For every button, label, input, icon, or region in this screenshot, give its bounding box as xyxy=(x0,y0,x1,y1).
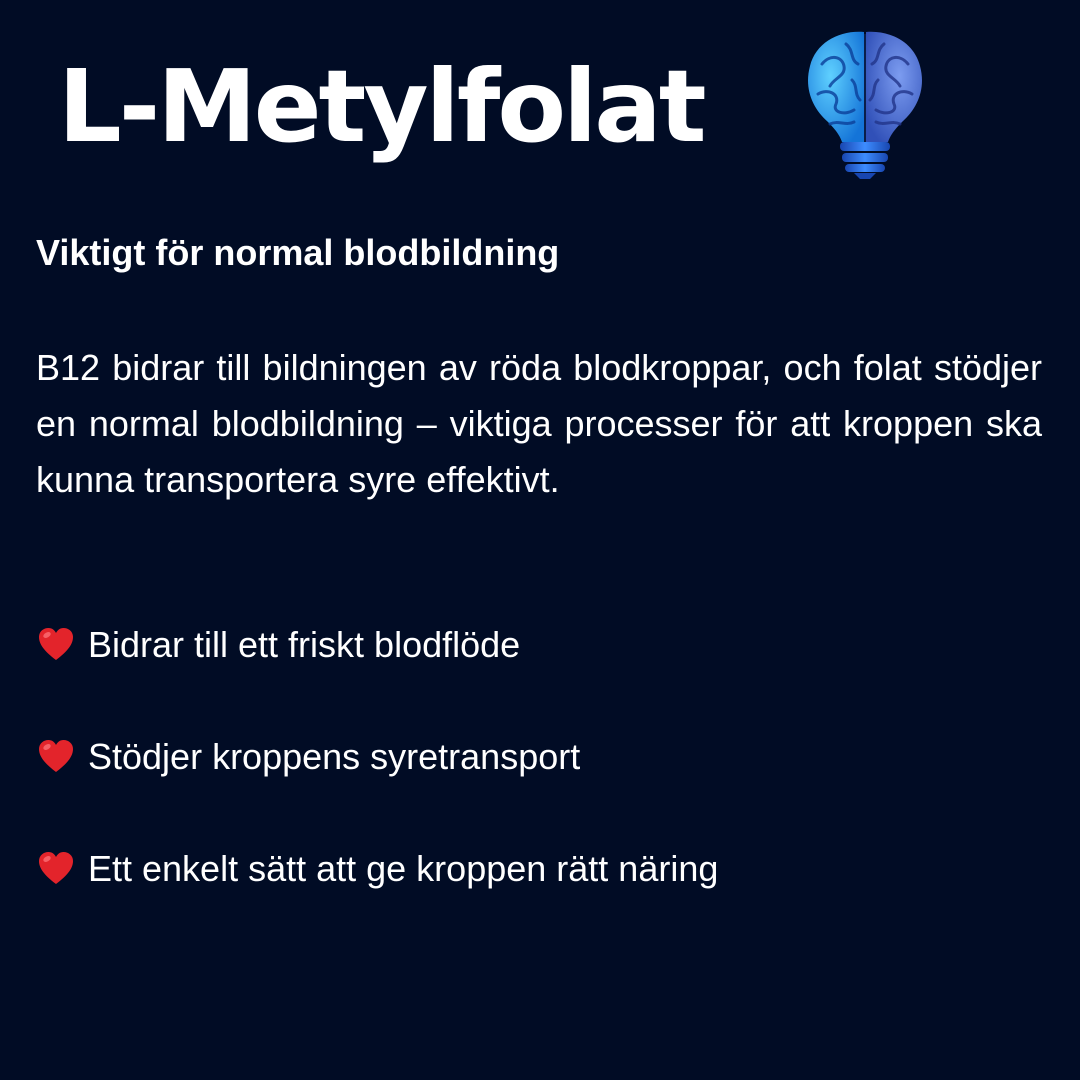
heart-icon xyxy=(36,625,76,665)
benefit-item xyxy=(36,736,580,778)
benefit-text: Ett enkelt sätt att ge kroppen rätt näring xyxy=(88,848,719,889)
benefit-item xyxy=(36,848,718,890)
heart-icon xyxy=(36,737,76,777)
heart-icon xyxy=(36,849,76,889)
page-title: L-Metylfolat xyxy=(58,48,704,165)
benefit-text: Stödjer kroppens syretransport xyxy=(88,736,581,777)
body-paragraph: B12 bidrar till bildningen av röda blodkroppar, och folat stödjer en normal blodbildning – viktiga processer för att kroppen ska kunna transportera syre effektivt. xyxy=(36,347,1042,500)
benefit-item xyxy=(36,624,520,666)
subheading: Viktigt för normal blodbildning xyxy=(36,232,560,273)
benefit-text: Bidrar till ett friskt blodflöde xyxy=(88,624,521,665)
title-row xyxy=(58,22,704,192)
brain-lightbulb-icon xyxy=(800,24,930,180)
